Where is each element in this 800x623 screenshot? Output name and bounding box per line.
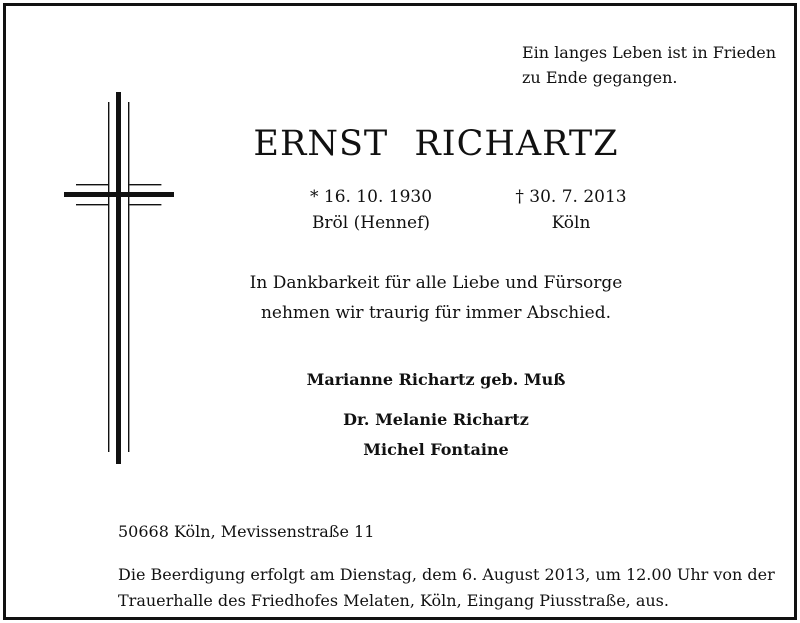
motto bbox=[522, 40, 782, 90]
birth-place: Bröl (Hennef) bbox=[311, 213, 431, 233]
death-info bbox=[486, 184, 656, 236]
death-date: † 30. 7. 2013 bbox=[515, 187, 627, 207]
address: 50668 Köln, Mevissenstraße 11 bbox=[118, 522, 375, 541]
family-member-2: Dr. Melanie Richartz bbox=[343, 410, 529, 429]
death-place: Köln bbox=[551, 213, 591, 233]
family-member-1: Marianne Richartz geb. Muß bbox=[306, 370, 566, 389]
dedication-line-1: In Dankbarkeit für alle Liebe und Fürsorge bbox=[249, 273, 623, 293]
cross-icon bbox=[64, 92, 174, 464]
motto-line-1: Ein langes Leben ist in Frieden bbox=[522, 43, 777, 62]
deceased-name: ERNST RICHARTZ bbox=[253, 124, 619, 164]
motto-line-2: zu Ende gegangen. bbox=[522, 68, 678, 87]
birth-info bbox=[286, 184, 456, 236]
funeral-info bbox=[118, 562, 775, 614]
obituary-notice bbox=[3, 3, 797, 620]
dedication-line-2: nehmen wir traurig für immer Abschied. bbox=[260, 303, 612, 323]
family-member-3: Michel Fontaine bbox=[363, 440, 509, 459]
dedication bbox=[246, 268, 626, 328]
funeral-line-2: Trauerhalle des Friedhofes Melaten, Köln, Eingang Piusstraße, aus. bbox=[118, 591, 669, 610]
birth-date: * 16. 10. 1930 bbox=[309, 187, 433, 207]
funeral-line-1: Die Beerdigung erfolgt am Dienstag, dem 6. August 2013, um 12.00 Uhr von der bbox=[118, 565, 775, 584]
